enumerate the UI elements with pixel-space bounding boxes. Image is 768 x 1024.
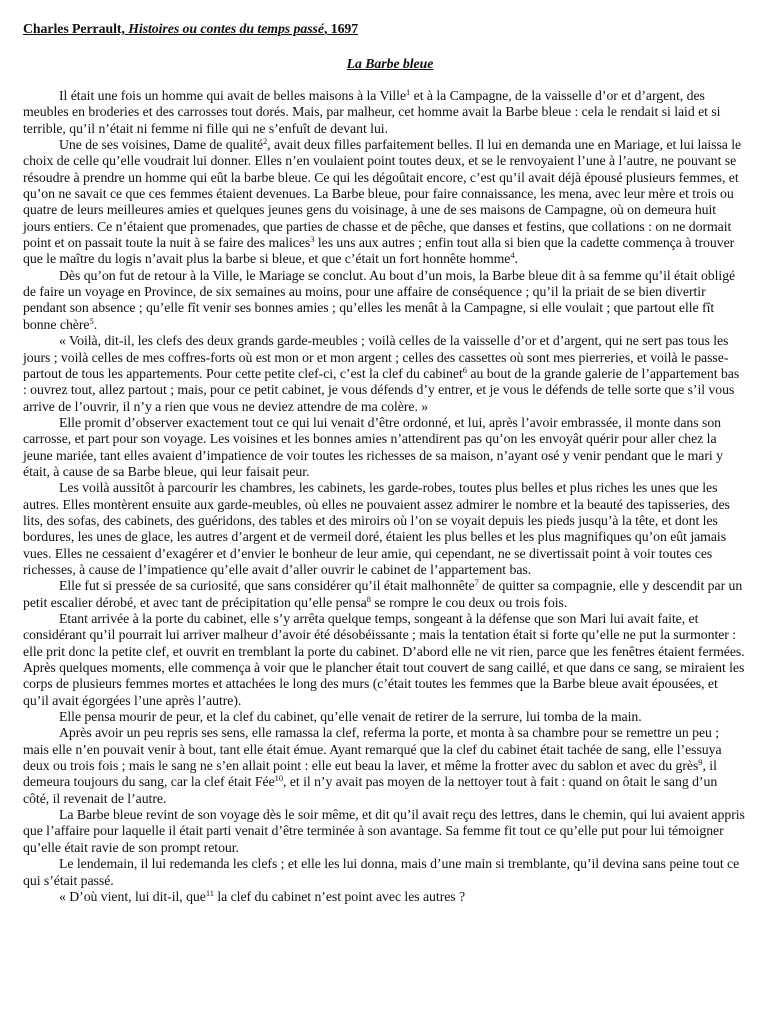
paragraph-text: « D’où vient, lui dit-il, que [59,888,206,904]
paragraph-text: Dès qu’on fut de retour à la Ville, le Mariage se conclut. Au bout d’un mois, la Barbe bleue dit à sa femme qu’il était obligé de faire un voyage en Province, de six semaines au moins, pour une affaire de conséquence ; qu’il la priait de se bien divertir pendant son absence ; qu’elle fît venir ses bonnes amies ; qu’elles les menât à la Campagne, si elle voulait ; que partout elle fît bonne chère [23,267,736,332]
paragraph-text: Elle pensa mourir de peur, et la clef du cabinet, qu’elle venait de retirer de la serrure, lui tomba de la main. [59,709,642,725]
paragraph-text: . [93,316,98,332]
paragraph [23,611,745,709]
paragraph-text: Le lendemain, il lui redemanda les clefs ; et elle les lui donna, mais d’une main si tremblante, qu’il devina sans peine tout ce qui s’était passé. [23,856,740,888]
paragraph [23,415,745,480]
paragraph-text: Après avoir un peu repris ses sens, elle ramassa la clef, referma la porte, et monta à sa chambre pour se remettre un peu ; mais elle n’en pouvait venir à bout, tant elle était émue. Ayant remarqué que la clef du cabinet était tachée de sang, elle l’essuya deux ou trois fois ; mais le sang ne s’en allait point : elle eut beau la laver, et même la frotter avec du sablon et avec du grès [23,725,722,774]
paragraph-text: Il était une fois un homme qui avait de belles maisons à la Ville [59,88,407,103]
footnote-ref: 1 [406,87,411,97]
paragraph [23,889,745,905]
paragraph-text: de quitter sa compagnie, elle y descendit par un petit escalier dérobé, et avec tant de précipitation qu’elle pensa [23,578,743,610]
header-year: , 1697 [323,21,359,36]
paragraph-text: et à la Campagne, de la vaisselle d’or et d’argent, des meubles en broderies et des carrosses tout dorés. Mais, par malheur, cet homme avait la Barbe bleue : cela le rendait si laid et si terrible, qu’il n’était ni femme ni fille qui ne s’enfuît de devant lui. [23,88,721,136]
paragraph-text: « Voilà, dit-il, les clefs des deux grands garde-meubles ; voilà celles de la vaisselle d’or et d’argent, qui ne sert pas tous les jours ; voilà celles de mes coffres-forts où est mon or et mon argent ; celles des cassettes où sont mes pierreries, et voilà le passe-partout de tous les appartements. Pour cette petite clef-ci, c’est la clef du cabinet [23,333,729,381]
document-header [23,21,745,37]
header-author: Charles Perrault, [23,21,129,36]
paragraph [23,88,745,137]
footnote-ref: 3 [310,234,315,245]
paragraph [23,268,745,333]
paragraph [23,480,745,578]
paragraph [23,578,745,611]
story-body [23,88,745,905]
footnote-ref: 9 [698,757,703,768]
paragraph-text: Elle promit d’observer exactement tout ce qui lui venait d’être ordonné, et lui, après l’avoir embrassée, il monte dans son carrosse, et part pour son voyage. Les voisines et les bonnes amies n’attendirent pas qu’on les envoyât quérir pour aller chez la jeune mariée, tant elles avaient d’impatience de voir toutes les richesses de sa maison, n’ayant osé y venir pendant que le mari y était, à cause de sa Barbe bleue, qui leur faisait peur. [23,414,723,479]
paragraph-text: , avait deux filles parfaitement belles. Il lui en demanda une en Mariage, et lui laissa le choix de celle qu’elle voudrait lui donner. Elles n’en voulaient point toutes deux, et se le renvoyaient l’une à l’autre, ne pouvant se résoudre à prendre un homme qui eût la barbe bleue. Ce qui les dégoûtait encore, c’est qu’il avait déjà épousé plusieurs femmes, et qu’on ne savait ce que ces femmes étaient devenues. La Barbe bleue, pour faire connaissance, les mena, avec leur mère et trois ou quatre de leurs meilleures amies et quelques jeunes gens du voisinage, à une de ses maisons de Campagne, où on demeura huit jours entiers. Ce n’étaient que promenades, que parties de chasse et de pêche, que danses et festins, que collations : on ne dormait point et on passait toute la nuit à se faire des malices [23,137,742,251]
footnote-ref: 8 [366,593,371,604]
paragraph-text: . [514,251,518,267]
paragraph-text: , et il n’y avait pas moyen de la nettoyer tout à fait : quand on ôtait le sang d’un côté, il revenait de l’autre. [23,774,718,806]
paragraph [23,137,745,268]
story-title: La Barbe bleue [346,56,434,71]
footnote-ref: 5 [89,315,94,326]
paragraph-text: les uns aux autres ; enfin tout alla si bien que la cadette commença à trouver que le maître du logis n’avait plus la barbe si bleue, et que c’était un fort honnête homme [23,235,735,267]
header-work-title: Histoires ou contes du temps passé [128,21,324,36]
paragraph [23,856,745,889]
paragraph-text: Une de ses voisines, Dame de qualité [59,137,263,153]
paragraph [23,333,745,415]
paragraph-text: Elle fut si pressée de sa curiosité, que sans considérer qu’il était malhonnête [59,578,475,594]
footnote-ref: 11 [205,887,214,898]
paragraph [23,725,745,807]
paragraph [23,709,745,725]
paragraph-text: Les voilà aussitôt à parcourir les chambres, les cabinets, les garde-robes, toutes plus belles et plus riches les unes que les autres. Elles montèrent ensuite aux garde-meubles, où elles ne pouvaient assez admirer le nombre et la beauté des tapisseries, des lits, des sofas, des cabinets, des guéridons, des tables et des miroirs où l’on se voyait depuis les pieds jusqu’à la tête, et dont les bordures, les unes de glace, les autres d’argent et de vermeil doré, étaient les plus belles et les plus magnifiques qu’on eût jamais vues. Elles ne cessaient d’exagérer et d’envier le bonheur de leur amie, qui cependant, ne se divertissait point à voir toutes ces richesses, à cause de l’impatience qu’elle avait d’aller ouvrir le cabinet de l’appartement bas. [23,480,730,577]
footnote-ref: 4 [510,250,515,261]
footnote-ref: 7 [474,577,479,588]
footnote-ref: 2 [262,136,268,147]
paragraph-text: La Barbe bleue revint de son voyage dès le soir même, et dit qu’il avait reçu des lettres, dans le chemin, qui lui avaient appris que l’affaire pour laquelle il était parti venait d’être terminée à son avantage. Sa femme fit tout ce qu’elle put pour lui témoigner qu’elle était ravie de son prompt retour. [23,807,745,855]
paragraph-text: au bout de la grande galerie de l’appartement bas : ouvrez tout, allez partout ; mais, pour ce petit cabinet, je vous défends d’y entrer, et je vous le défends de telle sorte que s’il vous arrive de l’ouvrir, il n’y a rien que vous ne deviez attendre de ma colère. » [23,365,740,414]
paragraph-text: , il demeura toujours du sang, car la clef était Fée [23,758,717,790]
footnote-ref: 6 [462,364,467,375]
paragraph [23,807,745,856]
paragraph-text: la clef du cabinet n’est point avec les autres ? [213,888,466,904]
paragraph-text: Etant arrivée à la porte du cabinet, elle s’y arrêta quelque temps, songeant à la défense que son Mari lui avait faite, et considérant qu’il pourrait lui arriver malheur d’avoir été désobéissante ; mais la tentation était si forte qu’elle ne put la surmonter : elle prit donc la petite clef, et ouvrit en tremblant la porte du cabinet. D’abord elle ne vit rien, parce que les fenêtres étaient fermées. Après quelques moments, elle commença à voir que le plancher était tout couvert de sang caillé, et que dans ce sang, se miraient les corps de plusieurs femmes mortes et attachées le long des murs (c’était toutes les femmes que la Barbe bleue avait épousées, et qu’il avait égorgées l’une après l’autre). [23,611,745,708]
footnote-ref: 10 [274,773,284,784]
paragraph-text: se rompre le cou deux ou trois fois. [370,594,568,610]
